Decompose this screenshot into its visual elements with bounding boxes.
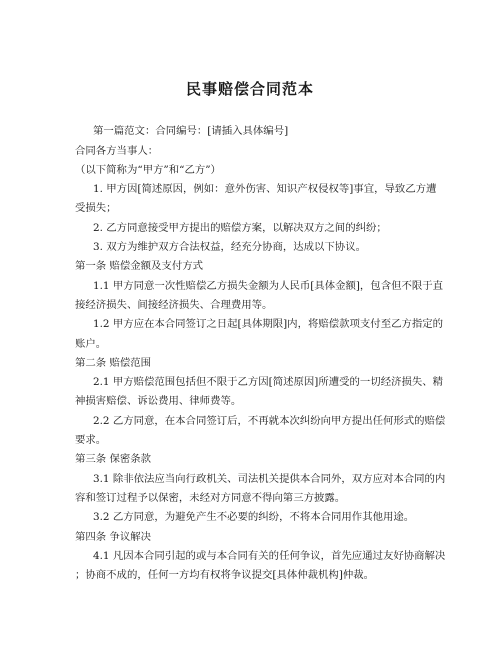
clause-1-1-line-2: 接经济损失、间接经济损失、合理费用等。 (75, 299, 273, 311)
recital-2: 2. 乙方同意接受甲方提出的赔偿方案，以解决双方之间的纠纷； (93, 222, 387, 234)
clause-2-2-line-2: 要求。 (75, 434, 107, 446)
clause-1-1-line-1: 1.1 甲方同意一次性赔偿乙方损失金额为人民币[具体金额]，包含但不限于直 (93, 280, 444, 292)
parties-abbrev: （以下简称为“甲方”和“乙方”） (75, 164, 221, 176)
recital-1-line-2: 受损失； (75, 202, 117, 214)
clause-3-1-line-1: 3.1 除非依法应当向行政机关、司法机关提供本合同外，双方应对本合同的内 (93, 473, 446, 485)
parties-heading: 合同各方当事人： (75, 145, 159, 157)
document-title: 民事赔偿合同范本 (185, 80, 314, 98)
clause-3-1-line-2: 容和签订过程予以保密，未经对方同意不得向第三方披露。 (75, 492, 346, 504)
article-1-heading: 第一条 赔偿金额及支付方式 (75, 260, 203, 272)
clause-2-1-line-2: 神损害赔偿、诉讼费用、律师费等。 (75, 395, 242, 407)
clause-2-2-line-1: 2.2 乙方同意，在本合同签订后，不再就本次纠纷向甲方提出任何形式的赔偿 (93, 415, 446, 427)
article-3-heading: 第三条 保密条款 (75, 453, 152, 465)
clause-1-2-line-1: 1.2 甲方应在本合同签订之日起[具体期限]内，将赔偿款项支付至乙方指定的 (93, 318, 444, 330)
article-4-heading: 第四条 争议解决 (75, 531, 152, 543)
clause-3-2: 3.2 乙方同意，为避免产生不必要的纠纷，不将本合同用作其他用途。 (93, 511, 415, 523)
clause-1-2-line-2: 账户。 (75, 338, 107, 350)
recital-3: 3. 双方为维护双方合法权益，经充分协商，达成以下协议。 (93, 241, 366, 253)
recital-1-line-1: 1. 甲方因[简述原因，例如：意外伤害、知识产权侵权等]事宜，导致乙方遭 (93, 183, 437, 195)
contract-number-line: 第一篇范文：合同编号：[请插入具体编号] (93, 125, 289, 137)
clause-4-1-line-1: 4.1 凡因本合同引起的或与本合同有关的任何争议，首先应通过友好协商解决 (93, 550, 446, 562)
article-2-heading: 第二条 赔偿范围 (75, 357, 152, 369)
clause-4-1-line-2: ；协商不成的，任何一方均有权将争议提交[具体仲裁机构]仲裁。 (75, 569, 375, 581)
clause-2-1-line-1: 2.1 甲方赔偿范围包括但不限于乙方因[简述原因]所遭受的一切经济损失、精 (93, 376, 444, 388)
